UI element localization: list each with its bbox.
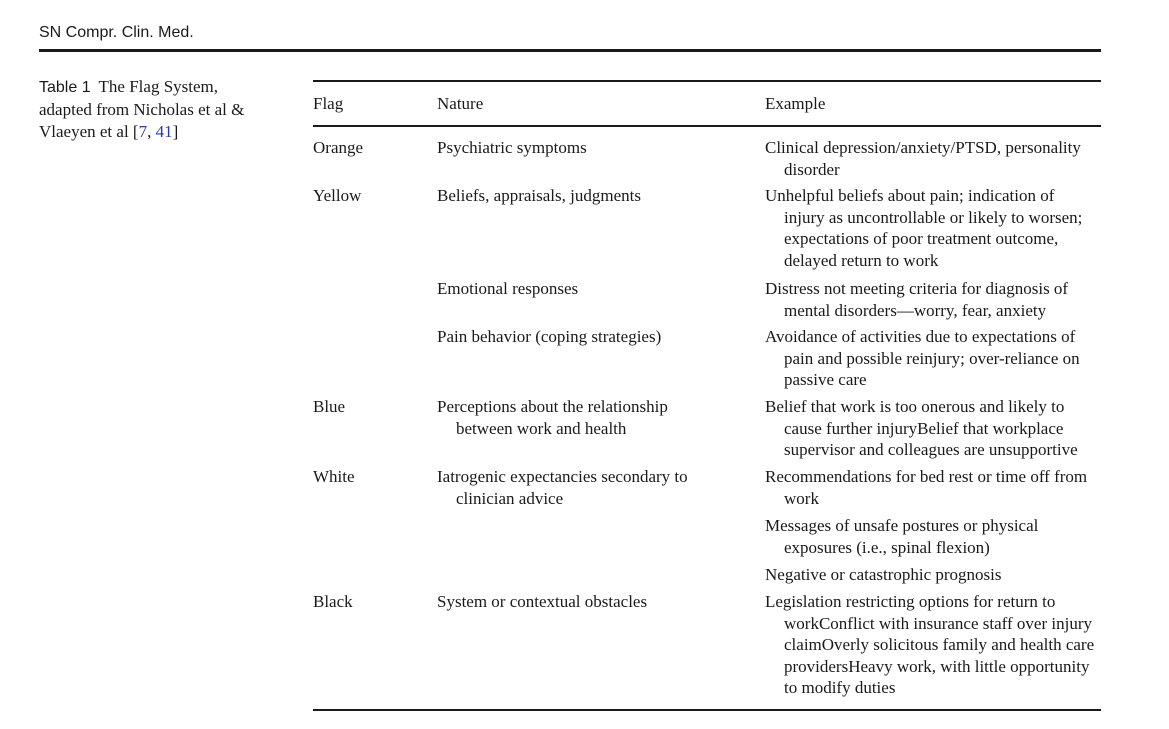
column-header-flag: Flag	[313, 94, 344, 113]
example-line: claimOverly solicitous family and health care	[784, 635, 1095, 655]
example-line: to modify duties	[784, 678, 896, 698]
nature-line: between work and health	[456, 418, 627, 438]
example-line: Unhelpful beliefs about pain; indication of	[765, 186, 1055, 205]
example-line: expectations of poor treatment outcome,	[784, 229, 1059, 249]
example-cell-yellow-beliefs	[765, 185, 1082, 271]
example-line: Avoidance of activities due to expectations of	[765, 327, 1076, 346]
example-cell-white-prognosis: Negative or catastrophic prognosis	[765, 565, 1002, 584]
example-line: Recommendations for bed rest or time off from	[765, 467, 1088, 486]
nature-cell-white	[437, 466, 688, 509]
example-line: passive care	[784, 370, 867, 390]
table-top-rule	[313, 80, 1101, 82]
nature-cell-orange: Psychiatric symptoms	[437, 138, 587, 157]
example-line: Distress not meeting criteria for diagnosis of	[765, 279, 1069, 298]
example-line: delayed return to work	[784, 250, 939, 270]
example-cell-orange	[765, 137, 1081, 180]
nature-line: Iatrogenic expectancies secondary to	[437, 467, 688, 486]
flag-cell-orange: Orange	[313, 138, 364, 157]
example-cell-black	[765, 591, 1094, 699]
flag-cell-yellow: Yellow	[313, 186, 362, 205]
example-line: providersHeavy work, with little opportunity	[784, 656, 1090, 676]
example-cell-yellow-pain-behavior	[765, 326, 1080, 391]
table-header-rule	[313, 125, 1101, 127]
table-bottom-rule	[313, 709, 1101, 711]
flag-cell-black: Black	[313, 592, 353, 611]
caption-text-line3: Vlaeyen et al [	[39, 122, 139, 141]
example-line: Messages of unsafe postures or physical	[765, 516, 1039, 535]
header-rule	[39, 49, 1101, 52]
table-label: Table 1	[39, 79, 91, 96]
nature-cell-yellow-pain-behavior: Pain behavior (coping strategies)	[437, 327, 662, 346]
table-caption	[39, 76, 289, 143]
citation-link-41[interactable]: 41	[155, 122, 173, 141]
example-line: exposures (i.e., spinal flexion)	[784, 537, 990, 557]
example-line: disorder	[784, 159, 840, 179]
example-line: injury as uncontrollable or likely to worsen;	[784, 207, 1083, 227]
citation-link-7[interactable]: 7	[138, 122, 148, 141]
nature-cell-yellow-emotional: Emotional responses	[437, 279, 579, 298]
caption-close-bracket: ]	[172, 122, 179, 141]
citation-separator: ,	[147, 122, 156, 141]
example-cell-white-bed-rest	[765, 466, 1087, 509]
nature-cell-blue	[437, 396, 668, 439]
nature-line: clinician advice	[456, 488, 564, 508]
flag-cell-white: White	[313, 467, 355, 486]
column-header-example: Example	[765, 94, 826, 113]
example-line: Legislation restricting options for return to	[765, 592, 1056, 611]
nature-line: Perceptions about the relationship	[437, 397, 668, 416]
example-line: work	[784, 488, 819, 508]
example-line: workConflict with insurance staff over injury	[784, 613, 1092, 633]
caption-text-line1: The Flag System,	[98, 77, 219, 96]
example-cell-blue	[765, 396, 1078, 461]
example-cell-yellow-emotional	[765, 278, 1068, 321]
example-line: cause further injuryBelief that workplace	[784, 418, 1064, 438]
example-line: Belief that work is too onerous and likely to	[765, 397, 1065, 416]
running-head: SN Compr. Clin. Med.	[39, 24, 194, 41]
example-line: pain and possible reinjury; over-reliance on	[784, 348, 1080, 368]
example-cell-white-postures	[765, 515, 1038, 558]
example-line: supervisor and colleagues are unsupportive	[784, 440, 1078, 460]
flag-cell-blue: Blue	[313, 397, 346, 416]
caption-text-line2: adapted from Nicholas et al &	[39, 100, 245, 119]
example-line: mental disorders—worry, fear, anxiety	[784, 300, 1047, 320]
nature-cell-yellow-beliefs: Beliefs, appraisals, judgments	[437, 186, 641, 205]
column-header-nature: Nature	[437, 94, 484, 113]
example-line: Clinical depression/anxiety/PTSD, personality	[765, 138, 1081, 157]
nature-cell-black: System or contextual obstacles	[437, 592, 648, 611]
